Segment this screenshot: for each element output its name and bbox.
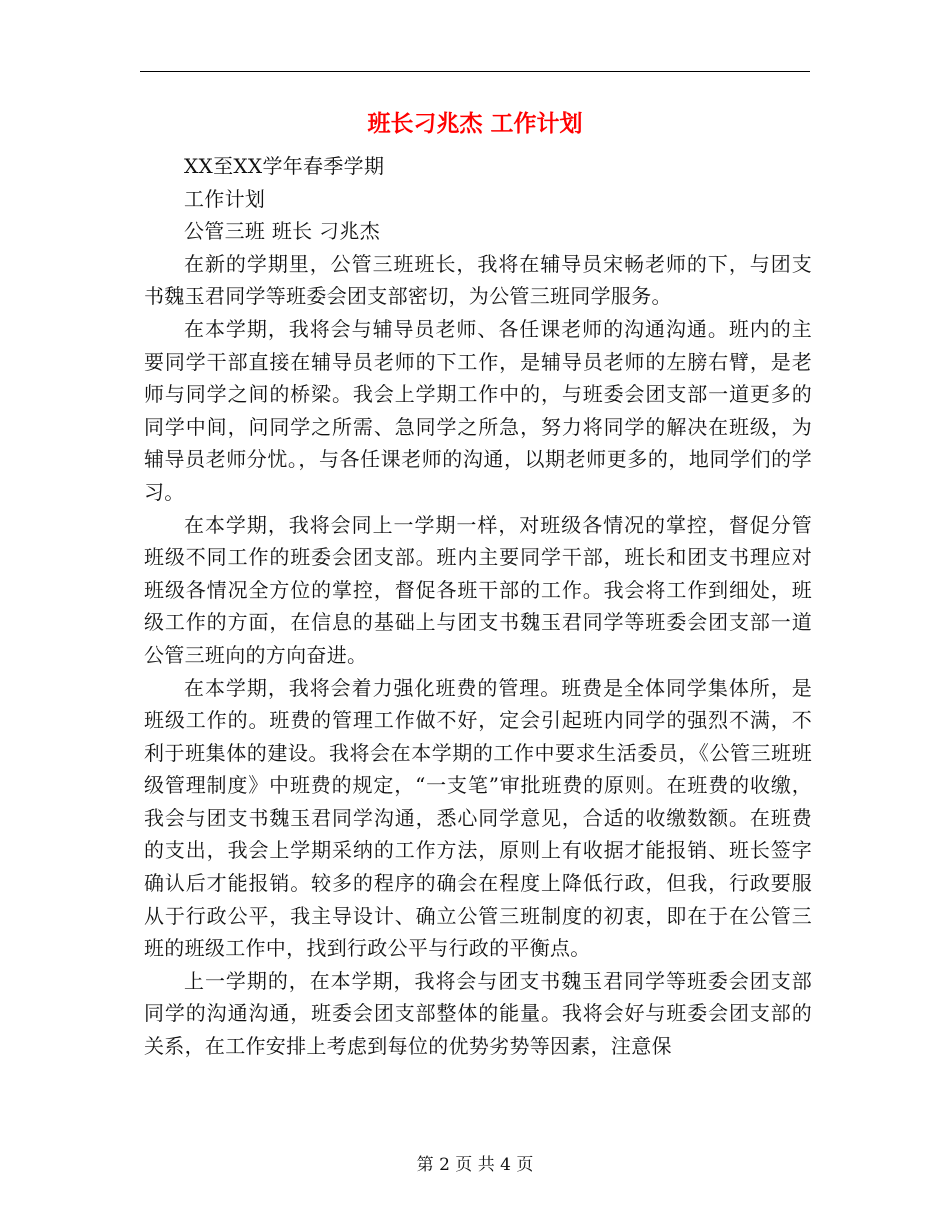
body-paragraph: 在新的学期里，公管三班班长，我将在辅导员宋畅老师的下，与团支书魏玉君同学等班委会团支部密切，为公管三班同学服务。 xyxy=(144,251,812,309)
body-paragraph: 上一学期的，在本学期，我将会与团支书魏玉君同学等班委会团支部同学的沟通沟通，班委会团支部整体的能量。我将会好与班委会团支部的关系，在工作安排上考虑到每位的优势劣势等因素，注意保 xyxy=(144,968,812,1059)
body-paragraph: 在本学期，我将会着力强化班费的管理。班费是全体同学集体所，是班级工作的。班费的管理工作做不好，定会引起班内同学的强烈不满，不利于班集体的建设。我将会在本学期的工作中要求生活委员，《公管三班班级管理制度》中班费的规定，“一支笔”审批班费的原则。在班费的收缴，我会与团支书魏玉君同学沟通，悉心同学意见，合适的收缴数额。在班费的支出，我会上学期采纳的工作方法，原则上有收据才能报销、班长签字确认后才能报销。较多的程序的确会在程度上降低行政，但我，行政要服从于行政公平，我主导设计、确立公管三班制度的初衷，即在于在公管三班的班级工作中，找到行政公平与行政的平衡点。 xyxy=(144,675,812,961)
body-paragraph: 公管三班 班长 刁兆杰 xyxy=(184,219,381,244)
body-paragraph: 在本学期，我将会同上一学期一样，对班级各情况的掌控，督促分管班级不同工作的班委会团支部。班内主要同学干部，班长和团支书理应对班级各情况全方位的掌控，督促各班干部的工作。我会将工作到细处，班级工作的方面，在信息的基础上与团支书魏玉君同学等班委会团支部一道公管三班向的方向奋进。 xyxy=(144,512,812,667)
body-paragraph: 工作计划 xyxy=(184,186,266,211)
document-title: 班长刁兆杰 工作计划 xyxy=(367,110,583,137)
body-paragraph: 在本学期，我将会与辅导员老师、各任课老师的沟通沟通。班内的主要同学干部直接在辅导员老师的下工作，是辅导员老师的左膀右臂，是老师与同学之间的桥梁。我会上学期工作中的，与班委会团支部一道更多的同学中间，问同学之所需、急同学之所急，努力将同学的解决在班级，为辅导员老师分忧。，与各任课老师的沟通，以期老师更多的，地同学们的学习。 xyxy=(144,316,812,504)
document-body xyxy=(144,150,812,1063)
page-number-footer: 第 2 页 共 4 页 xyxy=(416,1155,534,1175)
body-paragraph: XX至XX学年春季学期 xyxy=(184,154,385,178)
header-rule xyxy=(140,71,810,72)
